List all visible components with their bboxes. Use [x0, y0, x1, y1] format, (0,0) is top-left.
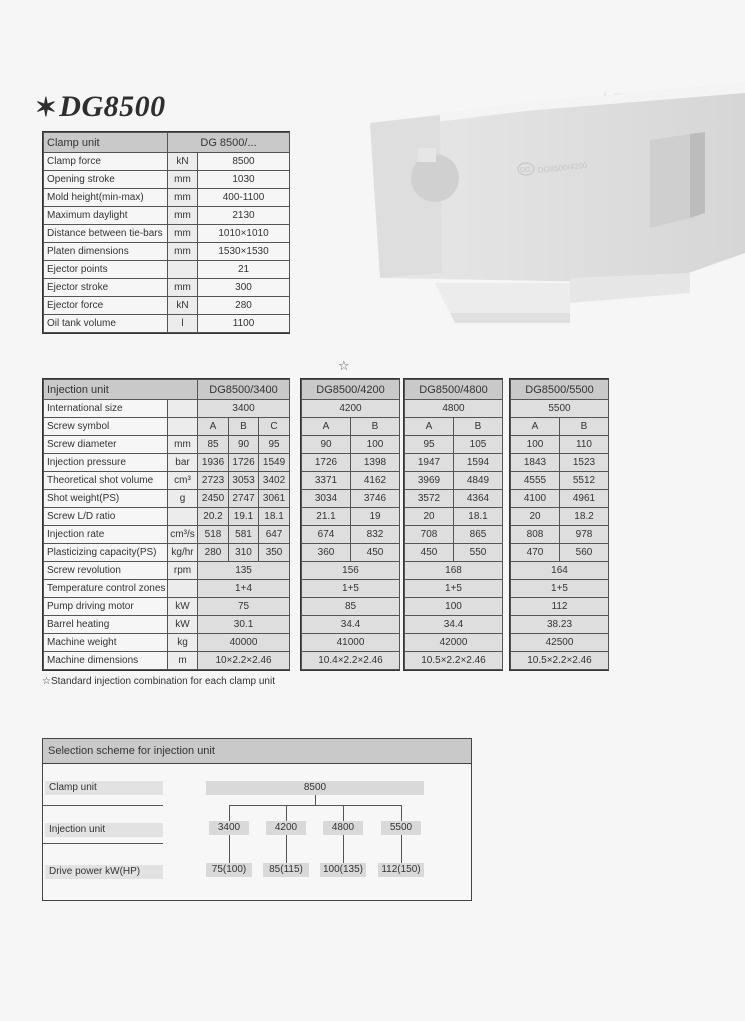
- variant-value: 20: [511, 508, 560, 526]
- scheme-injection-4200: 4200: [266, 821, 306, 835]
- standard-combination-star: ☆: [338, 358, 350, 373]
- variant-row: [302, 490, 400, 508]
- variant-row: [511, 436, 609, 454]
- injection-param-value: 30.1: [198, 616, 290, 634]
- injection-param-value: 518: [198, 526, 229, 544]
- injection-row: [44, 544, 290, 562]
- injection-param-label: Injection rate: [44, 526, 168, 544]
- variant-value: 1398: [351, 454, 400, 472]
- variant-value: 1843: [511, 454, 560, 472]
- variant-value: 85: [302, 598, 400, 616]
- clamp-param-unit: [168, 261, 198, 279]
- variant-value: 21.1: [302, 508, 351, 526]
- clamp-param-label: Distance between tie-bars: [44, 225, 168, 243]
- variant-value: 164: [511, 562, 609, 580]
- clamp-param-label: Ejector points: [44, 261, 168, 279]
- injection-param-label: Screw revolution: [44, 562, 168, 580]
- connector-line: [315, 795, 316, 805]
- injection-param-label: Temperature control zones: [44, 580, 168, 598]
- variant-value: 110: [560, 436, 609, 454]
- clamp-unit-table: [42, 131, 290, 334]
- injection-param-label: Shot weight(PS): [44, 490, 168, 508]
- scheme-power-4200: 85(115): [263, 863, 309, 877]
- injection-param-unit: rpm: [168, 562, 198, 580]
- variant-value: 38.23: [511, 616, 609, 634]
- variant-row: [511, 598, 609, 616]
- clamp-param-value: 1530×1530: [198, 243, 290, 261]
- variant-value: B: [560, 418, 609, 436]
- variant-row: [405, 526, 503, 544]
- scheme-injection-3400: 3400: [209, 821, 249, 835]
- injection-param-value: 20.2: [198, 508, 229, 526]
- variant-value: 41000: [302, 634, 400, 652]
- variant-row: [405, 436, 503, 454]
- clamp-param-label: Ejector stroke: [44, 279, 168, 297]
- variant-row: [302, 454, 400, 472]
- variant-row: [405, 490, 503, 508]
- variant-row: [405, 634, 503, 652]
- clamp-param-unit: mm: [168, 171, 198, 189]
- variant-row: [302, 562, 400, 580]
- injection-param-value: 3061: [259, 490, 290, 508]
- clamp-param-value: 21: [198, 261, 290, 279]
- scheme-divider: [43, 805, 163, 806]
- injection-param-label: Theoretical shot volume: [44, 472, 168, 490]
- injection-param-value: 1549: [259, 454, 290, 472]
- injection-param-unit: cm³/s: [168, 526, 198, 544]
- injection-param-unit: [168, 418, 198, 436]
- variant-value: 470: [511, 544, 560, 562]
- injection-param-value: 350: [259, 544, 290, 562]
- injection-param-label: Plasticizing capacity(PS): [44, 544, 168, 562]
- variant-value: 4100: [511, 490, 560, 508]
- injection-param-value: 19.1: [229, 508, 259, 526]
- injection-row: [44, 562, 290, 580]
- variant-value: 168: [405, 562, 503, 580]
- variant-row: [405, 400, 503, 418]
- injection-header-model: DG8500/3400: [198, 380, 290, 400]
- variant-table-4800: [403, 378, 503, 671]
- variant-row: [302, 418, 400, 436]
- variant-row: [405, 472, 503, 490]
- variant-row: [511, 526, 609, 544]
- injection-param-unit: kg/hr: [168, 544, 198, 562]
- variant-row: [302, 580, 400, 598]
- variant-value: 3572: [405, 490, 454, 508]
- variant-row: [511, 562, 609, 580]
- variant-header: DG8500/5500: [511, 380, 609, 400]
- variant-row: [405, 508, 503, 526]
- clamp-param-unit: mm: [168, 225, 198, 243]
- machine-illustration: [360, 78, 745, 333]
- variant-value: 4200: [302, 400, 400, 418]
- injection-row: [44, 634, 290, 652]
- variant-value: 100: [511, 436, 560, 454]
- variant-table-4200: [300, 378, 400, 671]
- clamp-row: [44, 297, 290, 315]
- variant-value: 808: [511, 526, 560, 544]
- clamp-row: [44, 243, 290, 261]
- injection-param-value: 3053: [229, 472, 259, 490]
- injection-param-label: Screw diameter: [44, 436, 168, 454]
- variant-value: 450: [351, 544, 400, 562]
- variant-row: [511, 400, 609, 418]
- clamp-param-label: Oil tank volume: [44, 315, 168, 333]
- variant-row: [511, 544, 609, 562]
- variant-row: [511, 652, 609, 670]
- variant-value: 560: [560, 544, 609, 562]
- variant-value: 112: [511, 598, 609, 616]
- scheme-divider: [43, 843, 163, 844]
- scheme-injection-label: Injection unit: [45, 823, 163, 837]
- clamp-row: [44, 171, 290, 189]
- variant-value: 1947: [405, 454, 454, 472]
- variant-value: 832: [351, 526, 400, 544]
- injection-param-value: 18.1: [259, 508, 290, 526]
- clamp-row: [44, 153, 290, 171]
- variant-value: 20: [405, 508, 454, 526]
- variant-row: [302, 634, 400, 652]
- clamp-param-label: Platen dimensions: [44, 243, 168, 261]
- injection-param-unit: [168, 508, 198, 526]
- variant-value: 42500: [511, 634, 609, 652]
- variant-value: 18.2: [560, 508, 609, 526]
- variant-row: [511, 490, 609, 508]
- clamp-row: [44, 189, 290, 207]
- injection-param-unit: kg: [168, 634, 198, 652]
- variant-value: 978: [560, 526, 609, 544]
- variant-value: 3969: [405, 472, 454, 490]
- injection-param-value: A: [198, 418, 229, 436]
- clamp-param-unit: mm: [168, 189, 198, 207]
- clamp-param-value: 8500: [198, 153, 290, 171]
- variant-row: [511, 472, 609, 490]
- injection-param-label: International size: [44, 400, 168, 418]
- model-title: DG8500: [59, 90, 166, 123]
- injection-param-value: 1+4: [198, 580, 290, 598]
- variant-header-row: [511, 380, 609, 400]
- variant-value: 105: [454, 436, 503, 454]
- injection-param-unit: g: [168, 490, 198, 508]
- injection-row: [44, 508, 290, 526]
- injection-param-value: 310: [229, 544, 259, 562]
- scheme-clamp-value: 8500: [206, 781, 424, 795]
- clamp-param-unit: kN: [168, 153, 198, 171]
- variant-value: 95: [405, 436, 454, 454]
- variant-value: A: [302, 418, 351, 436]
- connector-line: [229, 835, 230, 863]
- variant-value: 1726: [302, 454, 351, 472]
- connector-line: [343, 805, 344, 821]
- injection-param-value: 581: [229, 526, 259, 544]
- injection-param-value: 95: [259, 436, 290, 454]
- injection-row: [44, 418, 290, 436]
- variant-value: 100: [405, 598, 503, 616]
- injection-param-label: Barrel heating: [44, 616, 168, 634]
- variant-row: [511, 508, 609, 526]
- variant-value: 450: [405, 544, 454, 562]
- clamp-row: [44, 261, 290, 279]
- scheme-power-4800: 100(135): [320, 863, 366, 877]
- clamp-param-value: 400-1100: [198, 189, 290, 207]
- scheme-injection-4800: 4800: [323, 821, 363, 835]
- injection-row: [44, 490, 290, 508]
- variant-value: 5500: [511, 400, 609, 418]
- variant-value: 674: [302, 526, 351, 544]
- variant-value: 4555: [511, 472, 560, 490]
- variant-row: [405, 418, 503, 436]
- injection-row: [44, 652, 290, 670]
- connector-line: [229, 805, 230, 821]
- variant-row: [302, 508, 400, 526]
- injection-unit-table: [42, 378, 290, 671]
- variant-header: DG8500/4200: [302, 380, 400, 400]
- clamp-param-unit: mm: [168, 243, 198, 261]
- injection-param-unit: [168, 400, 198, 418]
- injection-param-value: 3400: [198, 400, 290, 418]
- injection-param-value: 40000: [198, 634, 290, 652]
- variant-value: A: [405, 418, 454, 436]
- connector-line: [401, 805, 402, 821]
- variant-row: [302, 616, 400, 634]
- variant-row: [511, 454, 609, 472]
- variant-row: [405, 616, 503, 634]
- injection-param-value: 75: [198, 598, 290, 616]
- clamp-param-value: 280: [198, 297, 290, 315]
- variant-row: [405, 580, 503, 598]
- variant-row: [405, 562, 503, 580]
- variant-row: [302, 598, 400, 616]
- variant-value: 4162: [351, 472, 400, 490]
- variant-row: [405, 652, 503, 670]
- clamp-param-unit: mm: [168, 207, 198, 225]
- variant-value: 42000: [405, 634, 503, 652]
- injection-param-value: 2747: [229, 490, 259, 508]
- page-title: [35, 90, 166, 124]
- connector-line: [401, 835, 402, 863]
- injection-param-label: Screw symbol: [44, 418, 168, 436]
- injection-param-value: 85: [198, 436, 229, 454]
- injection-row: [44, 436, 290, 454]
- clamp-row: [44, 315, 290, 333]
- variant-value: 708: [405, 526, 454, 544]
- injection-param-label: Machine weight: [44, 634, 168, 652]
- variant-row: [405, 454, 503, 472]
- variant-value: 360: [302, 544, 351, 562]
- scheme-power-5500: 112(150): [378, 863, 424, 877]
- clamp-param-label: Clamp force: [44, 153, 168, 171]
- variant-value: 100: [351, 436, 400, 454]
- footnote: ☆Standard injection combination for each clamp unit: [42, 676, 275, 687]
- injection-param-value: 2450: [198, 490, 229, 508]
- variant-value: 3034: [302, 490, 351, 508]
- injection-param-value: 10×2.2×2.46: [198, 652, 290, 670]
- variant-row: [302, 472, 400, 490]
- clamp-header-model: DG 8500/...: [168, 133, 290, 153]
- variant-value: 18.1: [454, 508, 503, 526]
- clamp-row: [44, 279, 290, 297]
- variant-value: B: [351, 418, 400, 436]
- injection-header-label: Injection unit: [44, 380, 198, 400]
- variant-header: DG8500/4800: [405, 380, 503, 400]
- variant-value: 550: [454, 544, 503, 562]
- clamp-param-value: 1030: [198, 171, 290, 189]
- injection-param-value: 2723: [198, 472, 229, 490]
- variant-value: 10.5×2.2×2.46: [405, 652, 503, 670]
- variant-value: 90: [302, 436, 351, 454]
- injection-param-label: Injection pressure: [44, 454, 168, 472]
- injection-param-label: Pump driving motor: [44, 598, 168, 616]
- title-star: ✶: [35, 93, 58, 122]
- clamp-param-label: Ejector force: [44, 297, 168, 315]
- clamp-param-value: 1010×1010: [198, 225, 290, 243]
- injection-row: [44, 454, 290, 472]
- connector-line: [286, 835, 287, 863]
- injection-param-value: 647: [259, 526, 290, 544]
- variant-value: 19: [351, 508, 400, 526]
- variant-row: [511, 634, 609, 652]
- machine-logo: DG: [520, 167, 531, 174]
- variant-value: 4849: [454, 472, 503, 490]
- connector-line: [229, 805, 401, 806]
- variant-value: 156: [302, 562, 400, 580]
- injection-row: [44, 526, 290, 544]
- variant-row: [511, 418, 609, 436]
- variant-value: 5512: [560, 472, 609, 490]
- variant-value: 865: [454, 526, 503, 544]
- clamp-param-label: Maximum daylight: [44, 207, 168, 225]
- injection-row: [44, 598, 290, 616]
- variant-row: [302, 652, 400, 670]
- variant-value: 3371: [302, 472, 351, 490]
- injection-row: [44, 472, 290, 490]
- variant-row: [511, 580, 609, 598]
- injection-param-label: Machine dimensions: [44, 652, 168, 670]
- variant-value: 4364: [454, 490, 503, 508]
- injection-param-unit: [168, 580, 198, 598]
- injection-param-value: 135: [198, 562, 290, 580]
- injection-param-unit: bar: [168, 454, 198, 472]
- injection-param-value: 3402: [259, 472, 290, 490]
- selection-scheme-box: [42, 738, 472, 901]
- injection-param-value: 280: [198, 544, 229, 562]
- variant-row: [302, 544, 400, 562]
- injection-row: [44, 400, 290, 418]
- scheme-clamp-label: Clamp unit: [45, 781, 163, 795]
- variant-value: 10.4×2.2×2.46: [302, 652, 400, 670]
- variant-row: [405, 598, 503, 616]
- clamp-param-unit: mm: [168, 279, 198, 297]
- clamp-row: [44, 207, 290, 225]
- scheme-injection-5500: 5500: [381, 821, 421, 835]
- variant-value: B: [454, 418, 503, 436]
- machine-model-text: DG8500/4200: [537, 160, 588, 175]
- injection-row: [44, 580, 290, 598]
- injection-param-value: 1936: [198, 454, 229, 472]
- injection-param-value: 1726: [229, 454, 259, 472]
- variant-row: [302, 526, 400, 544]
- clamp-param-label: Opening stroke: [44, 171, 168, 189]
- injection-param-label: Screw L/D ratio: [44, 508, 168, 526]
- variant-value: 1+5: [302, 580, 400, 598]
- clamp-param-value: 1100: [198, 315, 290, 333]
- injection-param-value: C: [259, 418, 290, 436]
- injection-param-unit: kW: [168, 598, 198, 616]
- variant-header-row: [302, 380, 400, 400]
- variant-value: 10.5×2.2×2.46: [511, 652, 609, 670]
- variant-row: [302, 400, 400, 418]
- clamp-param-unit: kN: [168, 297, 198, 315]
- variant-header-row: [405, 380, 503, 400]
- scheme-power-3400: 75(100): [206, 863, 252, 877]
- variant-value: A: [511, 418, 560, 436]
- injection-param-unit: kW: [168, 616, 198, 634]
- variant-value: 3746: [351, 490, 400, 508]
- scheme-title: Selection scheme for injection unit: [43, 739, 471, 764]
- clamp-param-value: 2130: [198, 207, 290, 225]
- clamp-param-unit: l: [168, 315, 198, 333]
- scheme-power-label: Drive power kW(HP): [45, 865, 163, 879]
- variant-row: [511, 616, 609, 634]
- connector-line: [286, 805, 287, 821]
- variant-value: 4961: [560, 490, 609, 508]
- variant-table-5500: [509, 378, 609, 671]
- variant-value: 1523: [560, 454, 609, 472]
- variant-row: [302, 436, 400, 454]
- injection-param-unit: m: [168, 652, 198, 670]
- connector-line: [343, 835, 344, 863]
- injection-param-unit: mm: [168, 436, 198, 454]
- clamp-param-value: 300: [198, 279, 290, 297]
- injection-param-value: 90: [229, 436, 259, 454]
- injection-param-value: B: [229, 418, 259, 436]
- variant-value: 1+5: [511, 580, 609, 598]
- variant-value: 4800: [405, 400, 503, 418]
- variant-value: 34.4: [405, 616, 503, 634]
- variant-value: 1+5: [405, 580, 503, 598]
- clamp-header-label: Clamp unit: [44, 133, 168, 153]
- variant-value: 1594: [454, 454, 503, 472]
- injection-row: [44, 616, 290, 634]
- variant-value: 34.4: [302, 616, 400, 634]
- clamp-row: [44, 225, 290, 243]
- clamp-param-label: Mold height(min-max): [44, 189, 168, 207]
- variant-row: [405, 544, 503, 562]
- injection-param-unit: cm³: [168, 472, 198, 490]
